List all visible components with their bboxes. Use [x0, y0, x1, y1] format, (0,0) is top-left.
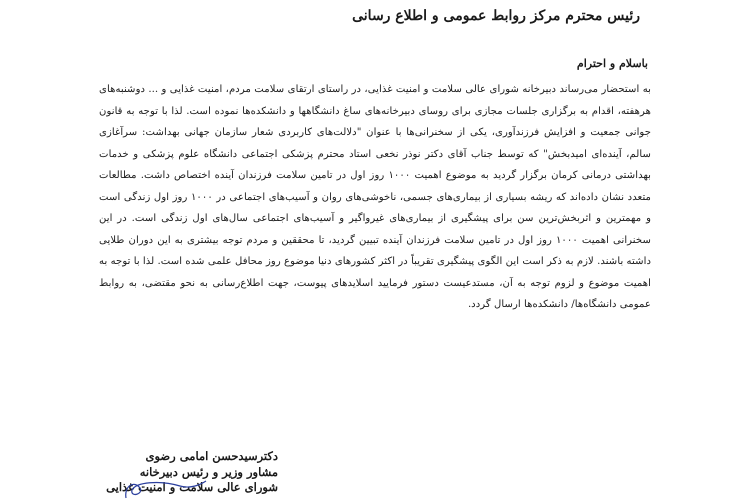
signatory-name: دکترسیدحسن امامی رضوی	[145, 449, 278, 463]
body-paragraph: به استحضار می‌رساند دبیرخانه شورای عالی سلامت و امنیت غذایی، در راستای ارتقای سلامت مردم، امنیت غذایی و ... دوشنبه‌های هرهفته، اقدام به برگزاری جلسات مجازی برای روسای دبیرخانه‌های ساغ دانشگاهها و دانشکده‌ها نموده است. لذا با توجه به قانون جوانی جمعیت و افزایش فرزندآوری، یکی از سخنرانی‌ها با عنوان "دلالت‌های کاربردی شعار سازمان جهانی بهداشت: سرآغازی سالم، آینده‌ای امیدبخش" که توسط جناب آقای دکتر نوذر نخعی استاد محترم پزشکی اجتماعی دانشگاه علوم پزشکی و خدمات بهداشتی درمانی کرمان برگزار گردید به موضوع اهمیت ۱۰۰۰ روز اول در تامین سلامت فرزندان آینده اختصاص داشت. مطالعات متعدد نشان داده‌اند که ریشه بسیاری از بیماری‌های جسمی، ناخوشی‌های روان و آسیب‌های اجتماعی در ۱۰۰۰ روز اول زندگی است و مهمترین و اثربخش‌ترین سن برای پیشگیری از بیماری‌های غیرواگیر و آسیب‌های اجتماعی سال‌های اول زندگی است. در این سخنرانی اهمیت ۱۰۰۰ روز اول در تامین سلامت فرزندان آینده تبیین گردید، تا محققین و مردم توجه بیشتری به این دوران طلایی داشته باشند. لازم به ذکر است این الگوی پیشگیری تقریباً در اکثر کشورهای دنیا موضوع روز محافل علمی شده است. لذا با توجه به اهمیت موضوع و لزوم توجه به آن، مستدعیست دستور فرمایید اسلایدهای پیوست، جهت اطلاع‌رسانی به نحو مقتضی، به روابط عمومی دانشگاه‌ها/ دانشکده‌ها ارسال گردد.	[99, 84, 651, 311]
recipient-heading: رئیس محترم مرکز روابط عمومی و اطلاع رسانی	[352, 8, 640, 24]
signatory-council: شورای عالی سلامت و امنیت غذایی	[106, 480, 278, 494]
salutation: باسلام و احترام	[576, 57, 648, 70]
signature-scribble	[120, 476, 210, 502]
letter-body	[99, 79, 651, 316]
signatory-title: مشاور وزیر و رئیس دبیرخانه	[139, 464, 278, 479]
